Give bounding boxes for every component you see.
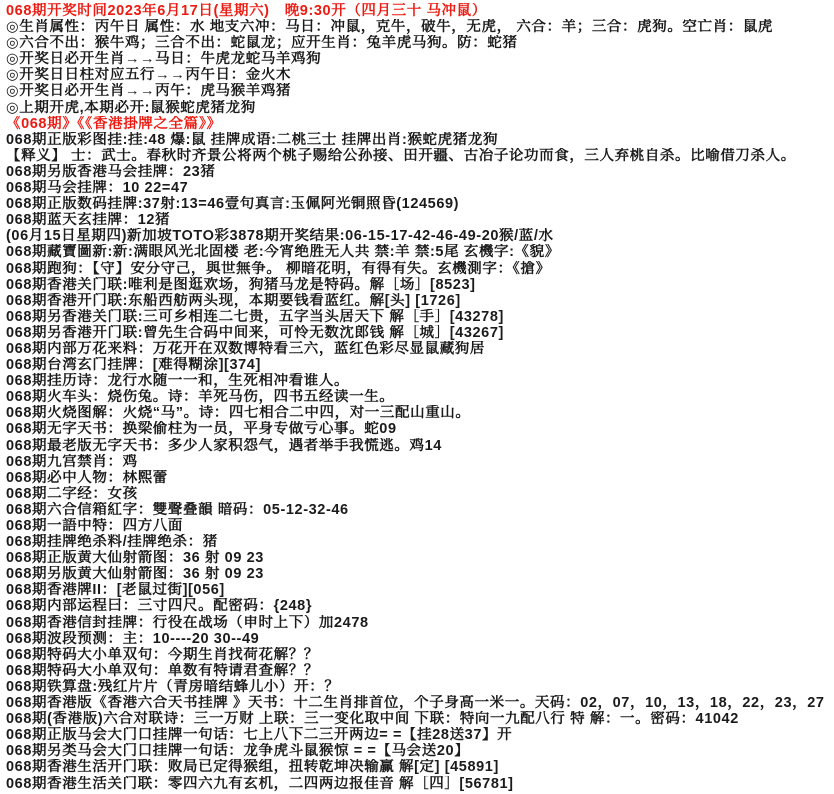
text-line: 068期挂历诗：龙行水随一一和，生死相冲看谁人。 (6, 373, 350, 390)
text-line: 068期火车头：烧伤兔。诗：羊死马伤，四书五经读一生。 (6, 389, 395, 406)
text-line: (06月15日星期四)新加坡TOTO彩3878期开奖结果:06-15-17-42-46-49-20猴/蓝/水 (6, 228, 554, 245)
text-line: 068期香港生活关门联：零四六九有玄机，二四两边报佳音 解［四］[56781] (6, 775, 514, 792)
text-line: 068期内部万花来料：万花开在双数博特看三六，蓝红色彩尽显鼠藏狗居 (6, 340, 485, 357)
text-line: ◎开奖日必开生肖→→丙午：虎马猴羊鸡猪 (6, 83, 292, 100)
headline-line: 《068期》《《香港掛牌之全篇》》 (6, 115, 222, 132)
content (6, 3, 832, 792)
text-line: 068期另香港关门联:三可乡相连二七贵，五字当头居天下 解［手］[43278] (6, 308, 504, 325)
text-line: ◎六合不出：猴牛鸡；三合不出：蛇鼠龙；应开生肖：兔羊虎马狗。防：蛇猪 (6, 35, 518, 52)
text-line: 068期台湾玄门挂牌：[难得糊涂][374] (6, 357, 261, 374)
text-line: 068期香港关门联:唯利是图逛欢场，狗猪马龙是特码。解［场］[8523] (6, 276, 476, 293)
text-line: 068期特码大小单双句：今期生肖找荷花解？？ (6, 646, 319, 663)
text-line: 068期正版黄大仙射箭图：36 射 09 23 (6, 550, 264, 567)
text-line: 068期二字经：女孩 (6, 485, 138, 502)
text-line: 068期另版黄大仙射箭图：36 射 09 23 (6, 566, 264, 583)
text-line: 068期一語中特：四方八面 (6, 518, 183, 534)
text-line: ◎开奖日必开生肖→→马日：牛虎龙蛇马羊鸡狗 (6, 51, 322, 68)
text-line: 068期九宫禁肖：鸡 (6, 453, 138, 470)
text-line: 068期六合信箱紅字：雙聲叠韻 暗码：05-12-32-46 (6, 501, 349, 518)
text-line: 068期最老版无字天书：多少人家积怨气，遇者举手我慌逃。鸡14 (6, 437, 442, 454)
text-line: 068期香港开门联:东船西舫两头现，本期要钱看蓝红。解[头] [1726] (6, 292, 461, 309)
text-line: 068期马会挂牌：10 22=47 (6, 180, 189, 197)
text-line: 068期特码大小单双句：单数有特请君查解？？ (6, 662, 319, 679)
text-line: 068期香港生活开门联：败局已定得猴组，扭转乾坤决输赢 解[定] [45891] (6, 759, 499, 776)
text-line: 068期无字天书：换梁偷柱为一员，平身专做亏心事。蛇09 (6, 421, 397, 438)
text-line: 068期香港信封挂牌：行役在战场（申时上下）加2478 (6, 614, 369, 631)
text-line: 068期内部运程曰：三寸四尺。配密码：{248} (6, 598, 313, 615)
text-line: 068期蓝天玄挂牌：12猪 (6, 212, 171, 229)
text-line: 068期正版马会大门口挂牌一句话：七上八下二三开两边= =【挂28送37】开 (6, 727, 513, 744)
text-line: 068期挂牌绝杀料/挂牌绝杀：猪 (6, 534, 218, 551)
text-line: 068期波段预测：主：10----20 30--49 (6, 630, 260, 647)
text-line: 【释义】 士：武士。春秋时齐景公将两个桃子赐给公孙接、田开疆、古冶子论功而食，三人弃桃自杀。比喻借刀杀人。 (6, 147, 796, 164)
text-line: 068期香港版《香港六合天书挂牌 》天书：十二生肖排首位，个子身高一米一。天码：02，07，10，13，18，22，23，27 (6, 695, 825, 712)
text-line: 068期香港牌II：[老鼠过街][056] (6, 582, 225, 599)
text-line: ◎生肖属性：丙午日 属性：水 地支六冲：马日：冲鼠，克牛，破牛，无虎， 六合：羊；三合：虎狗。空亡肖：鼠虎 (6, 19, 774, 36)
text-line: ◎上期开虎,本期必开:鼠猴蛇虎猪龙狗 (6, 99, 256, 116)
text-line: 068期跑狗：【守】安分守己，與世無争。 柳暗花明，有得有失。玄機測字：《搶》 (6, 260, 551, 277)
text-line: 068期正版彩图挂:挂:48 爆:鼠 挂牌成语:二桃三士 挂牌出肖:猴蛇虎猪龙狗 (6, 131, 499, 148)
headline-line: 068期开奖时间2023年6月17日(星期六) 晚9:30开（四月三十 马冲鼠） (6, 3, 487, 19)
text-line: 068期另版香港马会挂牌：23猪 (6, 163, 216, 180)
text-line: 068期藏寶圖新:新:满眼风光北固楼 老:今宵绝胜无人共 禁:羊 禁:5尾 玄機字:《貌》 (6, 244, 560, 261)
text-line: 068期(香港版)六合对联诗：三一万财 上联：三一变化取中间 下联：特向一九配八行 特 解：一。密码：41042 (6, 711, 739, 728)
text-line: 068期必中人物：林熙蕾 (6, 469, 168, 486)
text-line: 068期铁算盘:残红片片（青房暗结蜂儿小）开：？ (6, 678, 340, 695)
text-line: 068期正版数码挂牌:37射:13=46壹句真言:玉佩阿光铜照昏(124569) (6, 196, 460, 213)
text-line: ◎开奖日日柱对应五行→→丙午日：金火木 (6, 67, 292, 84)
text-line: 068期另类马会大门口挂牌一句话：龙争虎斗鼠猴惊 = =【马会送20】 (6, 743, 470, 760)
text-line: 068期火烧图解：火烧“马”。诗：四七相合二中四，对一三配山重山。 (6, 405, 471, 422)
text-line: 068期另香港开门联:曾先生合码中间来，可怜无数沈郎钱 解［城］[43267] (6, 324, 504, 341)
